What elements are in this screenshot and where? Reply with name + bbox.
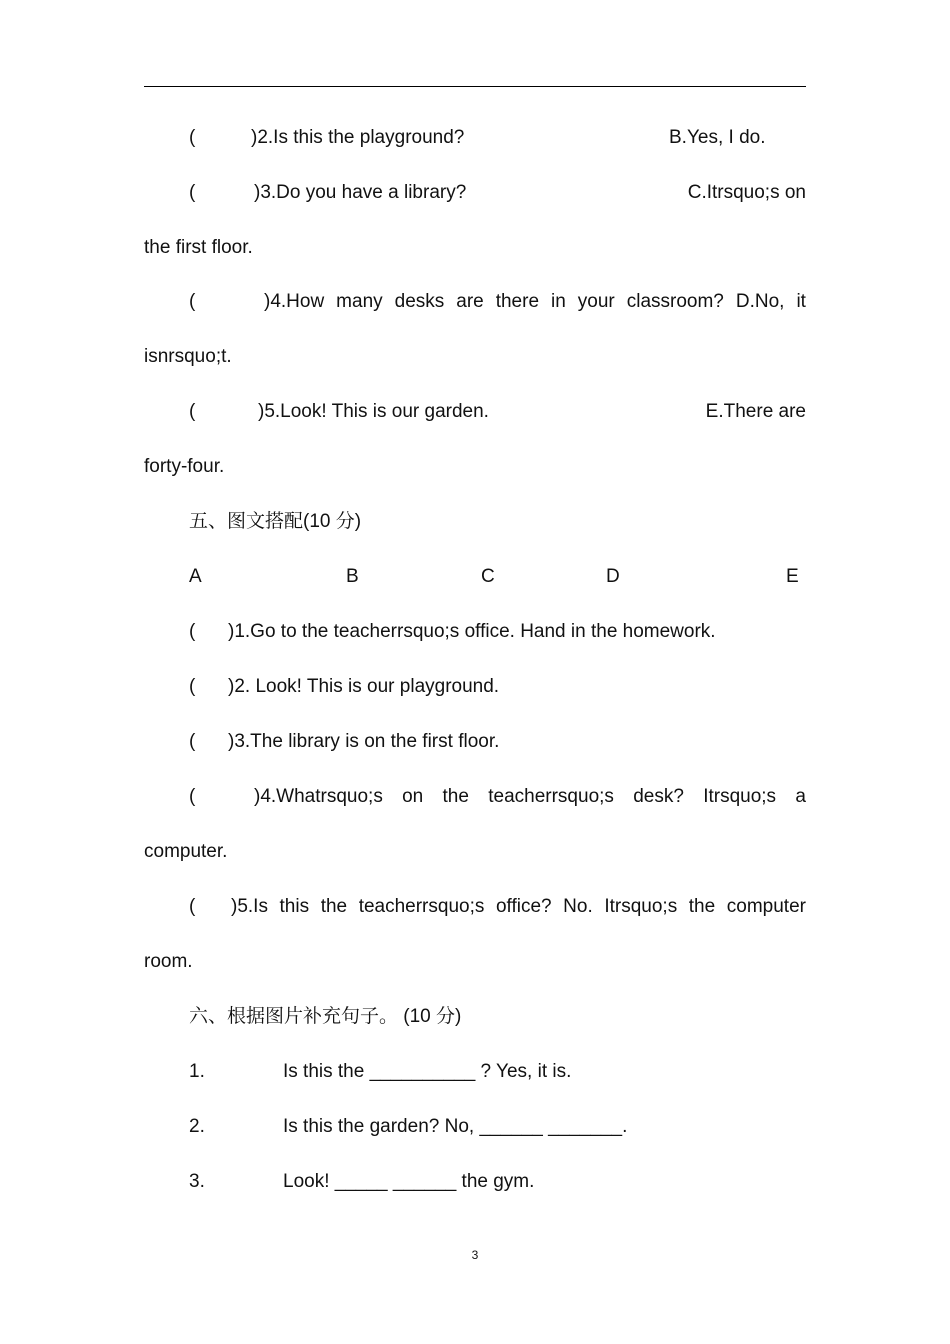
q5-paren: ( [189,401,196,422]
s5-item5-text [231,895,806,919]
q5-question: )5.Look! This is our garden. [258,401,489,422]
q4-continuation: isnrsquo;t. [144,346,232,367]
s5-item4-continuation: computer. [144,841,228,862]
word: office? [495,896,552,917]
word: )4.How [264,291,325,312]
word: the [442,786,469,807]
word: D.No, [735,291,785,312]
word: Itrsquo;s [703,786,777,807]
s5-item4-text [254,785,806,809]
word: the [688,896,716,917]
q3-paren: ( [189,182,196,203]
q4-question [264,290,806,314]
q2-paren: ( [189,127,196,148]
q4-paren: ( [189,291,196,312]
word: on [402,786,424,807]
word: )5.Is [231,896,268,917]
word: are [456,291,484,312]
section-6-title: 六、根据图片补充句子。 (10 分) [189,1006,462,1027]
word: it [796,291,806,312]
word: in [551,291,566,312]
word: desks [394,291,445,312]
word: your [577,291,615,312]
word: this [279,896,310,917]
q3-answer: C.Itrsquo;s on [687,182,806,203]
header-rule [144,86,806,87]
word: many [336,291,383,312]
q3-continuation: the first floor. [144,237,253,258]
s6-item3-number: 3. [189,1171,205,1192]
section-5-title: 五、图文搭配(10 分) [189,511,362,532]
s6-item3-text: Look! _____ ______ the gym. [283,1171,535,1192]
s5-item5-continuation: room. [144,951,193,972]
q5-continuation: forty-four. [144,456,225,477]
q3-question: )3.Do you have a library? [254,182,467,203]
s5-item3-text: )3.The library is on the first floor. [228,731,500,752]
s5-item4-paren: ( [189,786,196,807]
s5-item5-paren: ( [189,896,196,917]
s6-item1-number: 1. [189,1061,205,1082]
s6-item2-text: Is this the garden? No, ______ _______. [283,1116,628,1137]
picture-label-e: E [786,566,799,587]
q2-answer: B.Yes, I do. [669,127,766,148]
picture-label-c: C [481,566,495,587]
word: )4.Whatrsquo;s [254,786,383,807]
word: a [795,786,806,807]
word: classroom? [626,291,724,312]
s5-item1-text: )1.Go to the teacherrsquo;s office. Hand in the homework. [228,621,716,642]
word: teacherrsquo;s [358,896,485,917]
word: Itrsquo;s [604,896,678,917]
word: the [320,896,348,917]
q2-question: )2.Is this the playground? [251,127,465,148]
picture-label-b: B [346,566,359,587]
word: there [495,291,540,312]
s6-item2-number: 2. [189,1116,205,1137]
picture-label-d: D [606,566,620,587]
s5-item2-paren: ( [189,676,196,697]
word: teacherrsquo;s [488,786,614,807]
s5-item2-text: )2. Look! This is our playground. [228,676,500,697]
s5-item1-paren: ( [189,621,196,642]
page-number: 3 [471,1248,479,1262]
word: No. [563,896,593,917]
picture-label-a: A [189,566,202,587]
q5-answer: E.There are [705,401,806,422]
s5-item3-paren: ( [189,731,196,752]
word: computer [726,896,806,917]
s6-item1-text: Is this the __________ ? Yes, it is. [283,1061,572,1082]
word: desk? [633,786,684,807]
